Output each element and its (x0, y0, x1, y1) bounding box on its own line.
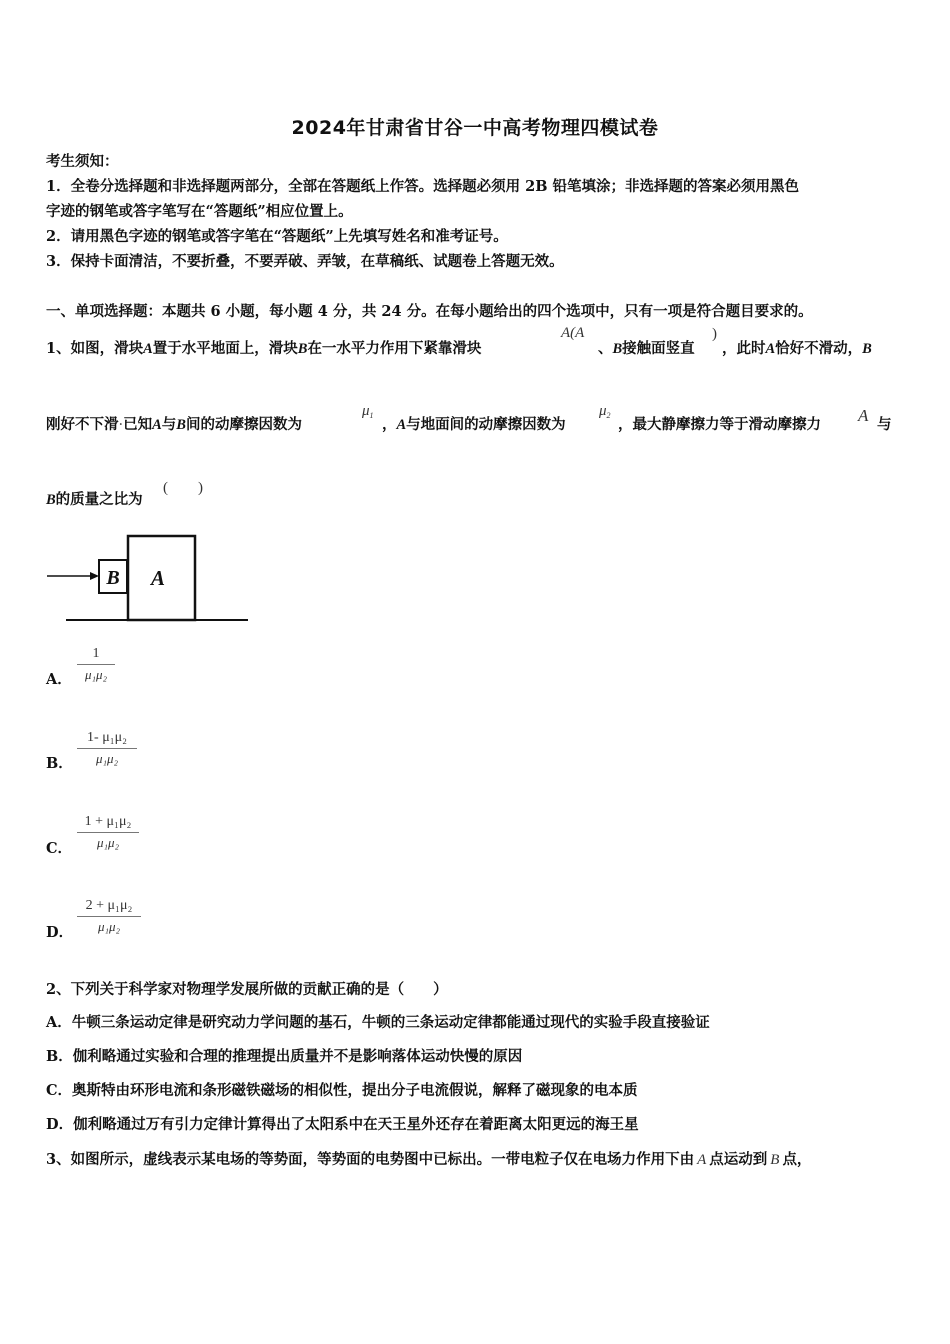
q1-stem-line-1: 1、如图，滑块A置于水平地面上，滑块B在一水平力作用下紧靠滑块 (46, 340, 482, 357)
notice-item-1-line-1: 1．全卷分选择题和非选择题两部分，全部在答题纸上作答。选择题必须用 2B 铅笔填涂；非选择题的答案必须用黑色 (46, 178, 800, 195)
q1-stem-line-1b: 、B接触面竖直 (598, 340, 695, 357)
block-B-label: B (106, 567, 120, 589)
q1-option-C-label[interactable]: C． (46, 840, 73, 857)
q1-option-A-label[interactable]: A． (46, 671, 72, 688)
q1-option-D-label[interactable]: D． (46, 924, 74, 941)
q1-stem-line-2d: 与 (877, 416, 892, 433)
q1-option-A-fraction[interactable]: 1 μ₁μ₂ (77, 645, 115, 684)
q2-stem: 2、下列关于科学家对物理学发展所做的贡献正确的是（ ） (46, 981, 448, 998)
force-arrow-head (90, 572, 99, 580)
q3-stem: 3、如图所示，虚线表示某电场的等势面，等势面的电势图中已标出。一带电粒子仅在电场力作用下由 A 点运动到 B 点， (46, 1151, 812, 1168)
q1-stem-line-1c: ，此时A恰好不滑动，B (722, 340, 872, 357)
notice-item-2: 2．请用黑色字迹的钢笔或答字笔在“答题纸”上先填写姓名和准考证号。 (46, 228, 508, 245)
q2-option-B[interactable]: B．伽利略通过实验和合理的推理提出质量并不是影响落体运动快慢的原因 (46, 1048, 523, 1065)
q1-option-C-fraction[interactable]: 1 + μ₁μ₂ μ₁μ₂ (77, 813, 139, 852)
q1-figure (44, 530, 254, 626)
notice-item-3: 3．保持卡面清洁，不要折叠，不要弄破、弄皱，在草稿纸、试题卷上答题无效。 (46, 253, 564, 270)
section-1-heading: 一、单项选择题：本题共 6 小题，每小题 4 分，共 24 分。在每小题给出的四个选项中，只有一项是符合题目要求的。 (46, 303, 813, 320)
notice-heading: 考生须知： (46, 153, 119, 170)
page-title: 2024年甘肃省甘谷一中高考物理四模试卷 (291, 117, 659, 139)
q1-answer-paren: ( ) (163, 480, 203, 496)
q1-paren-close: ) (712, 326, 717, 342)
q1-math-AA: A(A (561, 325, 585, 341)
notice-item-1-line-2: 字迹的钢笔或答字笔写在“答题纸”相应位置上。 (46, 203, 353, 220)
q1-mu1: $\mu_1$ (362, 403, 374, 420)
q2-option-D[interactable]: D．伽利略通过万有引力定律计算得出了太阳系中在天王星外还存在着距离太阳更远的海王星 (46, 1116, 639, 1133)
q1-stem-line-2b: ，A与地面间的动摩擦因数为 (382, 416, 566, 433)
q2-option-C[interactable]: C．奥斯特由环形电流和条形磁铁磁场的相似性，提出分子电流假说，解释了磁现象的电本质 (46, 1082, 638, 1099)
block-A-label: A (150, 566, 166, 590)
q1-mu2: $\mu_2$ (599, 403, 611, 420)
q1-option-B-label[interactable]: B． (46, 755, 73, 772)
q1-option-B-fraction[interactable]: 1- μ₁μ₂ μ₁μ₂ (77, 729, 137, 768)
q1-stem-line-2: 刚好不下滑·已知A与B间的动摩擦因数为 (46, 416, 302, 433)
q2-option-A[interactable]: A．牛顿三条运动定律是研究动力学问题的基石，牛顿的三条运动定律都能通过现代的实验手段直接验证 (46, 1014, 710, 1031)
q1-option-D-fraction[interactable]: 2 + μ₁μ₂ μ₁μ₂ (77, 897, 141, 936)
q1-math-A: A (858, 406, 869, 425)
q1-stem-line-3: B的质量之比为 (46, 491, 143, 508)
q1-stem-line-2c: ，最大静摩擦力等于滑动摩擦力 (618, 416, 821, 433)
